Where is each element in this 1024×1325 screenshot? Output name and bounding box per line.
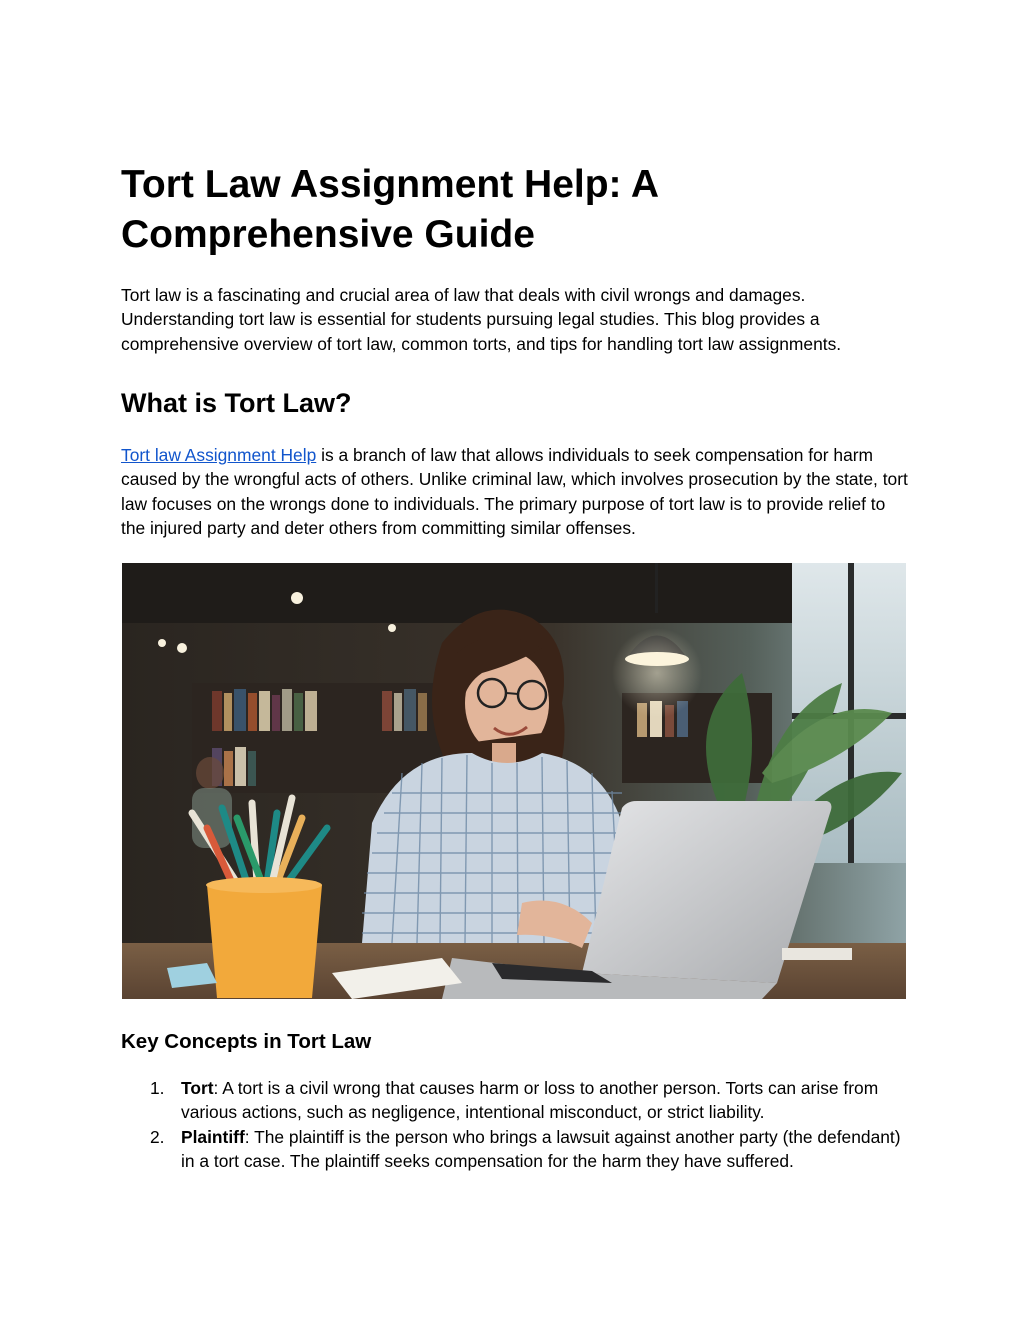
section-heading-what-is-tort-law: What is Tort Law? — [121, 388, 352, 418]
intro-paragraph: Tort law is a fascinating and crucial area of law that deals with civil wrongs and damages. Understanding tort law is essential for students pursuing legal studies. This blog provides a comprehensive overview of tort law, common torts, and tips for handling tort law assignments. — [121, 285, 842, 354]
tort-law-assignment-help-link[interactable]: Tort law Assignment Help — [121, 445, 317, 465]
tort-law-paragraph-text: is a branch of law that allows individuals to seek compensation for harm caused by the wrongful acts of others. Unlike criminal law, which involves prosecution by the state, tort law focuses on the wrongs done to individuals. The primary purpose of tort law is to provide relief to the injured party and deter others from committing similar offenses. — [121, 445, 908, 538]
list-item-number: 2. — [150, 1126, 165, 1147]
list-item — [121, 1125, 911, 1174]
tort-law-paragraph — [121, 443, 911, 540]
photo-illustration — [122, 563, 906, 999]
list-item-text: : The plaintiff is the person who brings a lawsuit against another party (the defendant) in a tort case. The plaintiff seeks compensation for the harm they have suffered. — [181, 1126, 901, 1171]
list-item-text: : A tort is a civil wrong that causes harm or loss to another person. Torts can arise from various actions, such as negligence, intentional misconduct, or strict liability. — [181, 1078, 879, 1123]
key-concepts-list — [121, 1076, 911, 1173]
list-item-term: Tort — [181, 1078, 214, 1098]
student-laptop-photo — [122, 563, 906, 999]
list-item-term: Plaintiff — [181, 1126, 245, 1147]
page-title: Tort Law Assignment Help: A Comprehensive Guide — [121, 163, 658, 256]
list-item — [121, 1076, 911, 1125]
section-heading-key-concepts: Key Concepts in Tort Law — [121, 1030, 372, 1053]
list-item-number: 1. — [150, 1078, 165, 1098]
